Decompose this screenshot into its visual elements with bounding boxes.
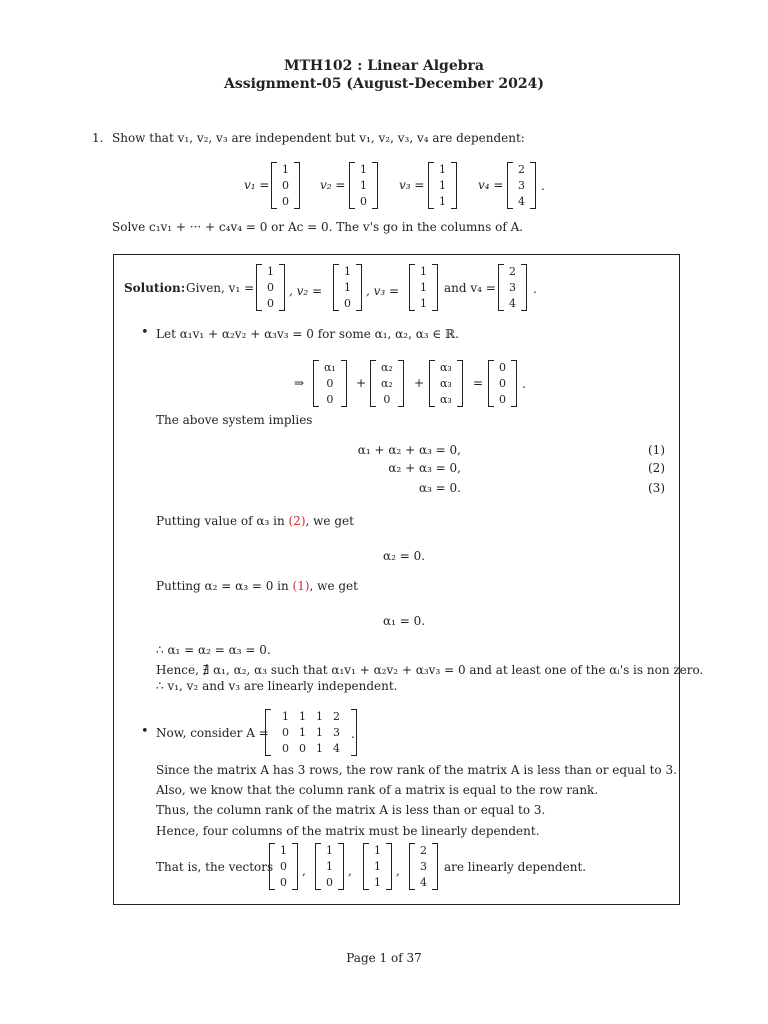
a11: 1 [282, 710, 289, 723]
sol-v2-e3: 0 [344, 296, 351, 310]
v3-e3: 1 [439, 194, 446, 208]
sol-v1-matrix [256, 264, 285, 311]
a32: 0 [299, 742, 306, 755]
v2-e3: 0 [360, 194, 367, 208]
vectors-intro: That is, the vectors [156, 860, 274, 874]
equation-3-tag: (3) [648, 481, 665, 495]
page-number: Page 1 of 37 [346, 951, 422, 965]
put1-pre: Putting value of α₃ in [156, 514, 289, 528]
v2-e2: 1 [360, 178, 367, 192]
v1-label: v₁ = [244, 178, 270, 192]
sol-v4-e1: 2 [509, 265, 516, 279]
sol-v3-e3: 1 [420, 296, 427, 310]
bullet1-intro: Let α₁v₁ + α₂v₂ + α₃v₃ = 0 for some α₁, α₂, α₃ ∈ ℝ. [156, 327, 459, 341]
therefore-2: ∴ v₁, v₂ and v₃ are linearly independent. [156, 679, 398, 693]
sv1-e2: 0 [326, 376, 334, 390]
sol-v3-matrix [409, 264, 438, 311]
period-4: . [351, 727, 355, 741]
a12: 1 [299, 710, 306, 723]
sol-v1-e1: 1 [267, 265, 274, 279]
period: . [541, 179, 545, 193]
fv3-e1: 1 [374, 844, 381, 858]
sol-v1-e3: 0 [267, 296, 274, 310]
therefore-1: ∴ α₁ = α₂ = α₃ = 0. [156, 643, 271, 657]
given-v2: , v₂ = [289, 284, 323, 298]
vectors-outro: are linearly dependent. [444, 860, 587, 874]
period-3: . [522, 377, 526, 391]
plus-2: + [414, 376, 425, 390]
equation-3: α₃ = 0. [418, 481, 461, 495]
plus-1: + [356, 376, 367, 390]
v2-e1: 1 [360, 163, 367, 177]
problem-number: 1. [92, 131, 104, 145]
v2-label: v₂ = [320, 178, 346, 192]
sol-v3-e2: 1 [420, 280, 427, 294]
sv4-e3: 0 [499, 392, 506, 406]
sv4-e2: 0 [499, 376, 506, 390]
sol-v4-e3: 4 [509, 296, 516, 310]
sv1-e3: 0 [326, 392, 334, 406]
fv3-e3: 1 [374, 875, 381, 889]
v3-e2: 1 [439, 178, 446, 192]
fv2-e1: 1 [326, 844, 333, 858]
putting-2 [156, 579, 358, 593]
putting-1 [156, 514, 354, 528]
sv2-e2: α₂ [381, 376, 393, 390]
given-v4: and v₄ = [444, 281, 496, 295]
a13: 1 [316, 710, 323, 723]
rank-line-2: Also, we know that the column rank of a matrix is equal to the row rank. [156, 783, 599, 797]
fv2-e2: 1 [326, 859, 333, 873]
sv2-e3: 0 [383, 392, 391, 406]
sol-v1-e2: 0 [267, 280, 274, 294]
sv1-e1: α₁ [324, 361, 336, 375]
sum-vec-2 [370, 360, 404, 407]
v3-e1: 1 [439, 163, 446, 177]
comma-1: , [302, 864, 306, 878]
final-v3 [363, 843, 392, 890]
assignment-title: Assignment-05 (August-December 2024) [223, 76, 545, 92]
final-v1 [269, 843, 298, 890]
sol-v4-matrix [498, 264, 527, 311]
a31: 0 [282, 742, 289, 755]
equation-2: α₂ + α₃ = 0, [388, 461, 461, 475]
fv4-e1: 2 [420, 844, 427, 858]
sol-v4-e2: 3 [509, 280, 516, 294]
v4-e3: 4 [518, 194, 525, 208]
put2-post: , we get [309, 579, 358, 593]
period-2: . [533, 282, 537, 296]
sum-vec-zero [488, 360, 517, 407]
v1-matrix [271, 162, 300, 209]
result-alpha2: α₂ = 0. [383, 549, 426, 563]
a33: 1 [316, 742, 323, 755]
fv4-e2: 3 [420, 859, 427, 873]
fv4-e3: 4 [420, 875, 427, 889]
sol-v3-e1: 1 [420, 265, 427, 279]
sol-v2-matrix [333, 264, 362, 311]
problem-hint: Solve c₁v₁ + ··· + c₄v₄ = 0 or Ac = 0. The v's go in the columns of A. [112, 220, 524, 234]
system-text: The above system implies [156, 413, 313, 427]
eq-ref-2[interactable]: (2) [288, 514, 306, 528]
rank-line-4: Hence, four columns of the matrix must be linearly dependent. [156, 824, 540, 838]
fv2-e3: 0 [326, 875, 333, 889]
comma-2: , [348, 864, 352, 878]
put1-post: , we get [305, 514, 354, 528]
rank-line-3: Thus, the column rank of the matrix A is less than or equal to 3. [156, 803, 546, 817]
bullet-1: • [141, 325, 149, 340]
sum-vec-1 [313, 360, 347, 407]
implies-symbol: ⇒ [294, 376, 305, 390]
equation-1: α₁ + α₂ + α₃ = 0, [357, 443, 461, 457]
v2-matrix [349, 162, 378, 209]
course-title: MTH102 : Linear Algebra [284, 58, 484, 74]
v4-e2: 3 [518, 178, 525, 192]
fv1-e2: 0 [280, 859, 287, 873]
rank-line-1: Since the matrix A has 3 rows, the row rank of the matrix A is less than or equal to 3. [156, 763, 677, 777]
equals-sign: = [473, 376, 484, 390]
a23: 1 [316, 726, 323, 739]
v4-e1: 2 [518, 163, 525, 177]
result-alpha1: α₁ = 0. [383, 614, 426, 628]
sol-v2-e2: 1 [344, 280, 351, 294]
v4-label: v₄ = [478, 178, 504, 192]
matrix-A [265, 709, 357, 756]
fv3-e2: 1 [374, 859, 381, 873]
put2-pre: Putting α₂ = α₃ = 0 in [156, 579, 293, 593]
sv3-e1: α₃ [440, 361, 452, 375]
a24: 3 [333, 726, 340, 739]
a34: 4 [333, 742, 340, 755]
equation-1-tag: (1) [648, 443, 665, 457]
hence-1: Hence, ∄ α₁, α₂, α₃ such that α₁v₁ + α₂v₂ + α₃v₃ = 0 and at least one of the αᵢ's is non zero. [156, 663, 704, 677]
a14: 2 [333, 710, 340, 723]
fv1-e3: 0 [280, 875, 287, 889]
eq-ref-1[interactable]: (1) [292, 579, 310, 593]
v1-e3: 0 [282, 194, 289, 208]
sum-vec-3 [429, 360, 463, 407]
equation-2-tag: (2) [648, 461, 665, 475]
final-v2 [315, 843, 344, 890]
given-v3: , v₃ = [366, 284, 400, 298]
v3-label: v₃ = [399, 178, 425, 192]
sv4-e1: 0 [499, 361, 506, 375]
a22: 1 [299, 726, 306, 739]
bullet-2: • [141, 724, 149, 739]
comma-3: , [396, 864, 400, 878]
v1-e2: 0 [282, 178, 289, 192]
sv3-e3: α₃ [440, 392, 452, 406]
problem-statement: Show that v₁, v₂, v₃ are independent but v₁, v₂, v₃, v₄ are dependent: [112, 131, 525, 145]
sv3-e2: α₃ [440, 376, 452, 390]
a21: 0 [282, 726, 289, 739]
given-text: Given, v₁ = [186, 281, 255, 295]
final-v4 [409, 843, 438, 890]
sv2-e1: α₂ [381, 361, 393, 375]
fv1-e1: 1 [280, 844, 287, 858]
v4-matrix [507, 162, 536, 209]
v1-e1: 1 [282, 163, 289, 177]
bullet2-intro: Now, consider A = [156, 726, 269, 740]
solution-label: Solution: [124, 281, 186, 295]
sol-v2-e1: 1 [344, 265, 351, 279]
v3-matrix [428, 162, 457, 209]
